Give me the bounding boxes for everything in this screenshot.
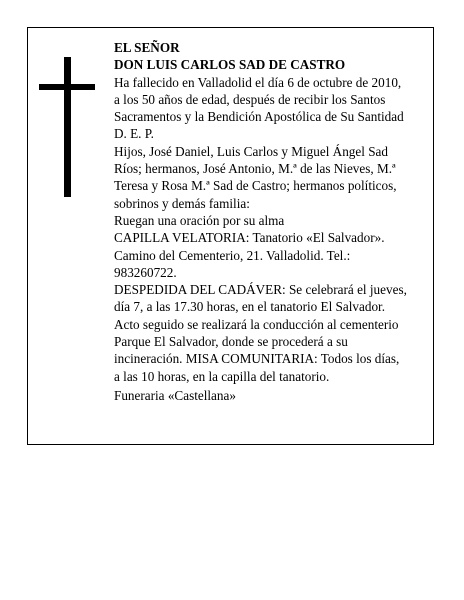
body-line: D. E. P. bbox=[114, 126, 154, 142]
body-line: Ha fallecido en Valladolid el día 6 de octubre de 2010, bbox=[114, 74, 402, 90]
body-line: Ruegan una oración por su alma bbox=[114, 212, 285, 228]
funeral-home: Funeraria «Castellana» bbox=[114, 387, 236, 403]
title-line-1: EL SEÑOR bbox=[114, 40, 180, 55]
body-line: a las 10 horas, en la capilla del tanatorio. bbox=[114, 368, 330, 384]
body-line: sobrinos y demás familia: bbox=[114, 195, 250, 211]
body-line: 983260722. bbox=[114, 264, 177, 280]
body-line: a los 50 años de edad, después de recibir los Santos bbox=[114, 91, 386, 107]
body-line: Sacramentos y la Bendición Apostólica de Su Santidad bbox=[114, 109, 404, 125]
cross-icon bbox=[64, 57, 71, 197]
body-line: día 7, a las 17.30 horas, en el tanatorio El Salvador. bbox=[114, 299, 386, 315]
body-line: DESPEDIDA DEL CADÁVER: Se celebrará el jueves, bbox=[114, 282, 407, 298]
body-line: Teresa y Rosa M.ª Sad de Castro; hermanos políticos, bbox=[114, 178, 397, 194]
deceased-name: DON LUIS CARLOS SAD DE CASTRO bbox=[114, 57, 346, 73]
cross-icon-crossbar bbox=[39, 84, 95, 90]
body-line: Ríos; hermanos, José Antonio, M.ª de las Nieves, M.ª bbox=[114, 161, 396, 177]
body-line: Parque El Salvador, donde se procederá a su bbox=[114, 334, 348, 350]
obituary-text bbox=[114, 39, 429, 404]
body-line: Camino del Cementerio, 21. Valladolid. Tel.: bbox=[114, 247, 351, 263]
body-line: CAPILLA VELATORIA: Tanatorio «El Salvador». bbox=[114, 230, 385, 246]
body-line: incineración. MISA COMUNITARIA: Todos los días, bbox=[114, 351, 400, 367]
body-line: Acto seguido se realizará la conducción al cementerio bbox=[114, 316, 399, 332]
body-line: Hijos, José Daniel, Luis Carlos y Miguel Ángel Sad bbox=[114, 143, 388, 159]
